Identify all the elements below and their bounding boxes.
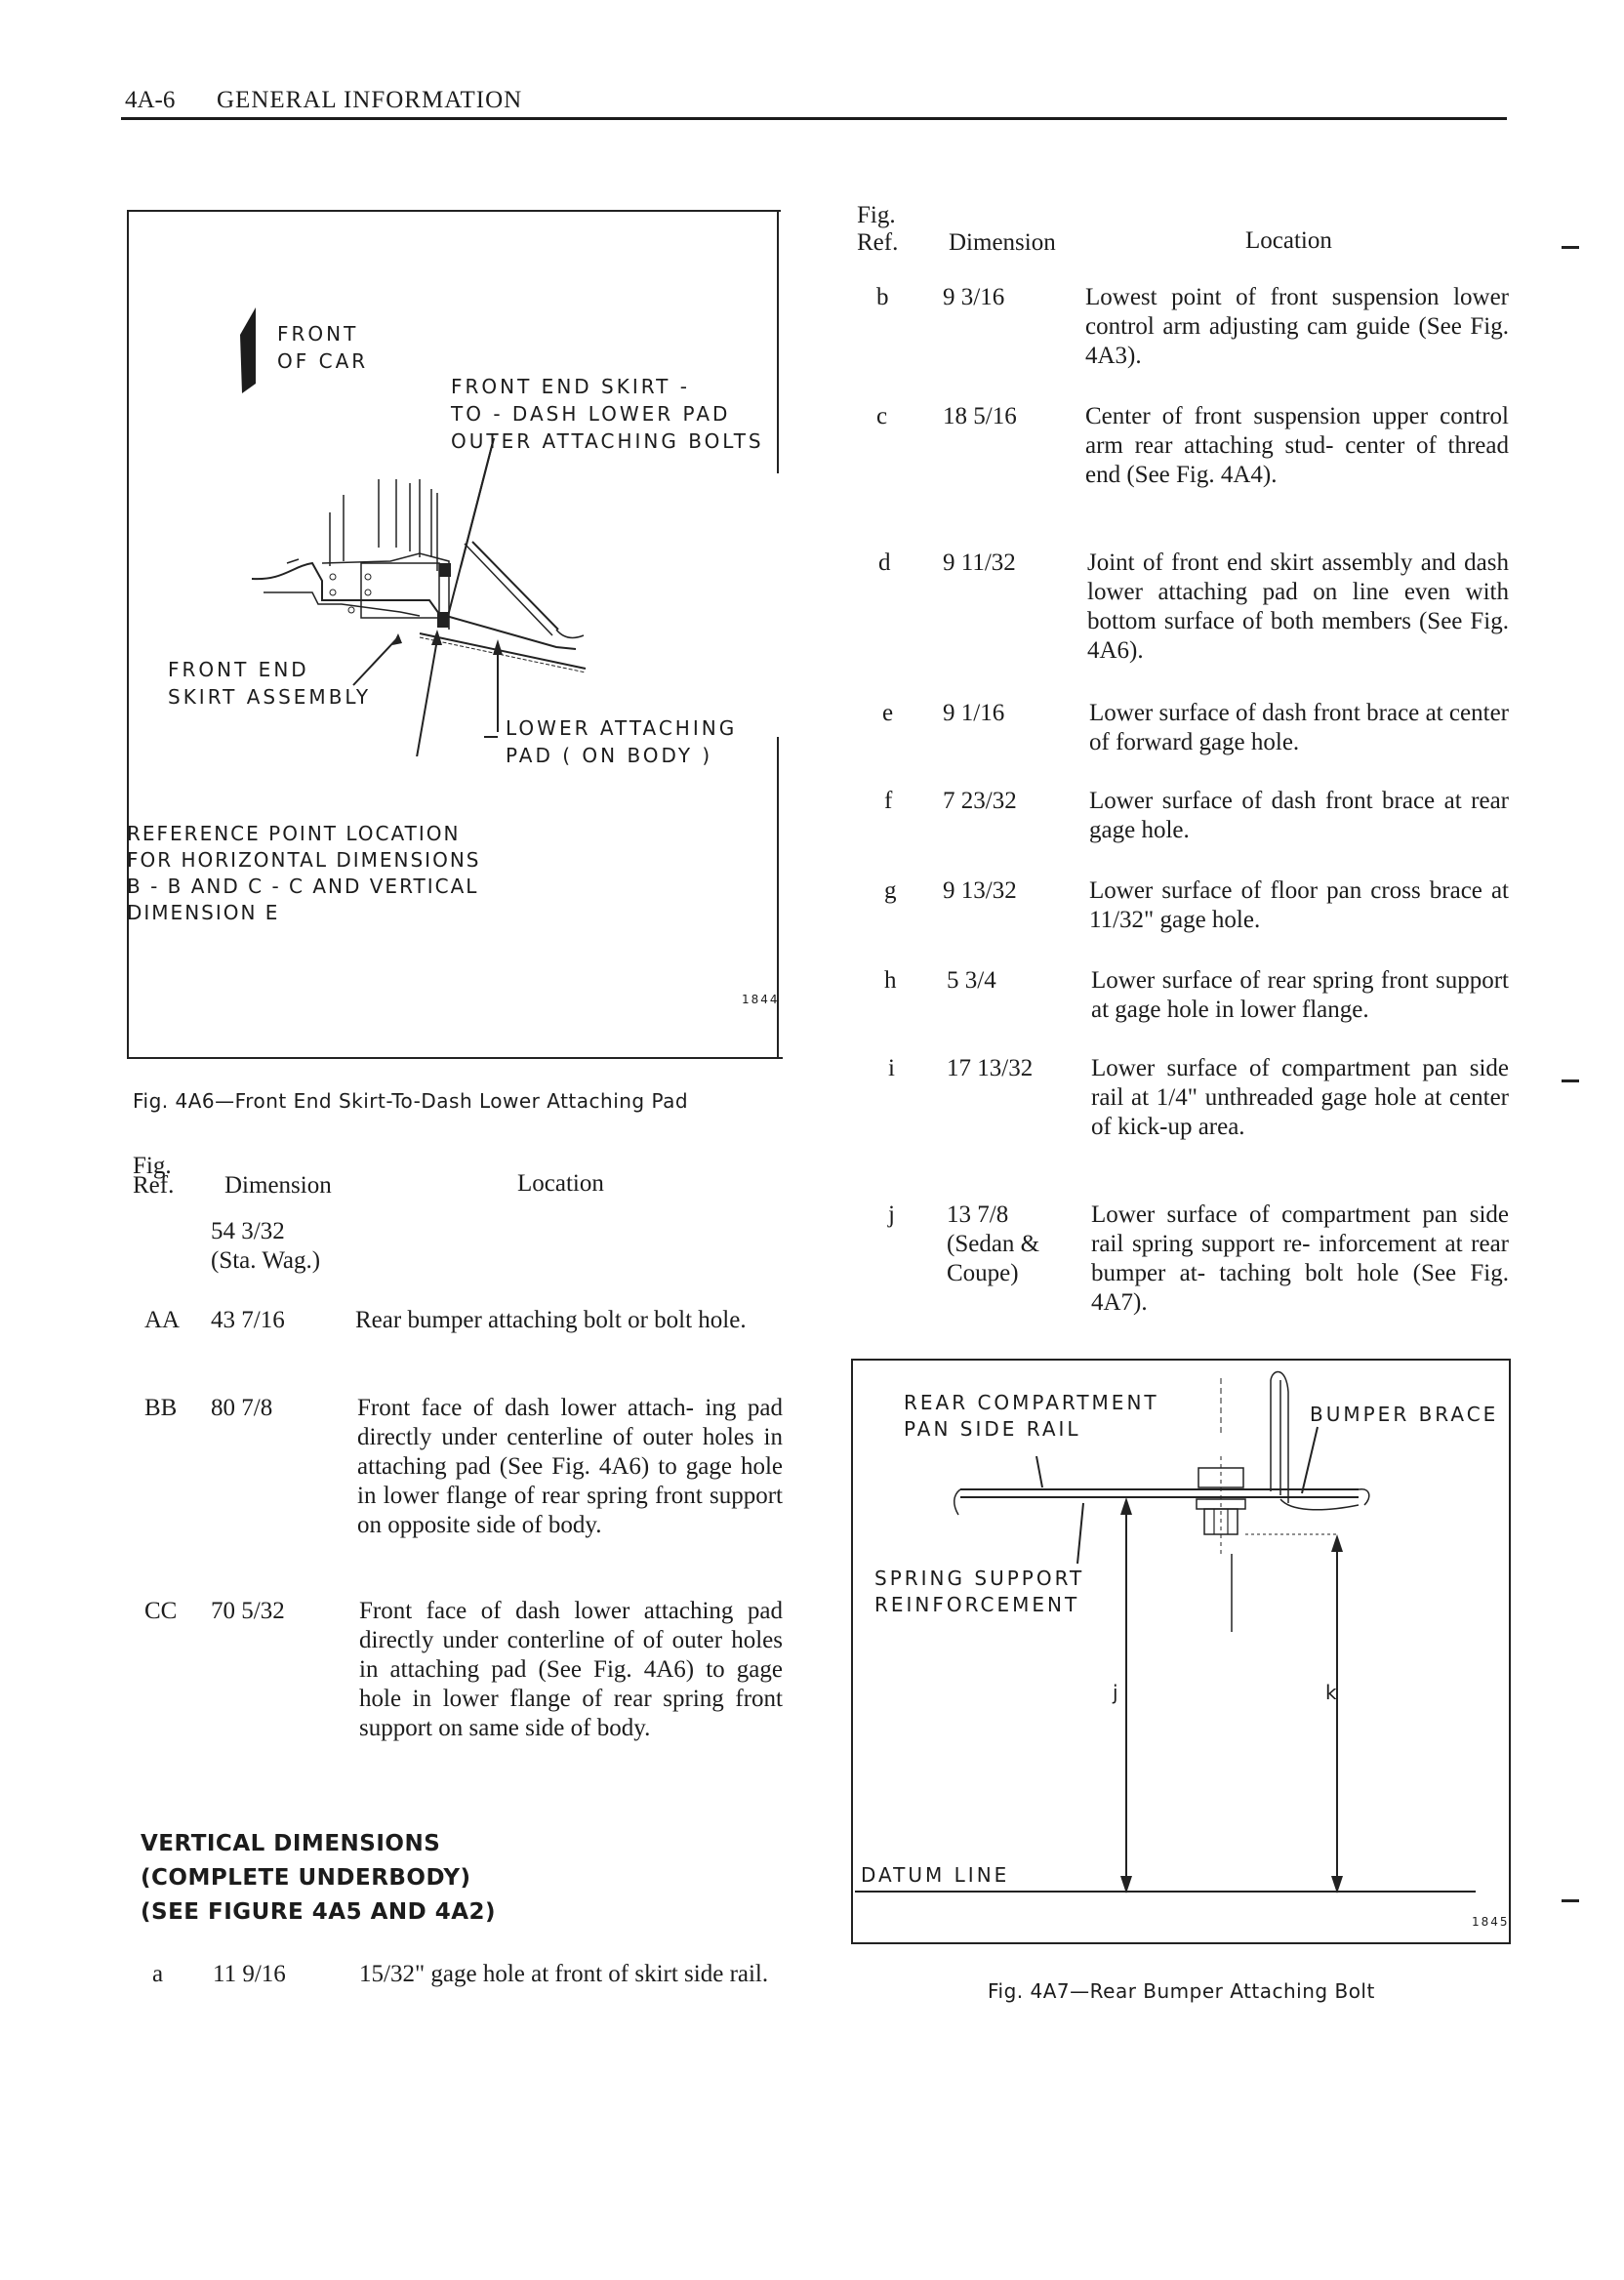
figure-4a6 [127, 210, 791, 1064]
row-location: Rear bumper attaching bolt or bolt hole. [355, 1307, 747, 1333]
row-dimension: 9 13/32 [943, 877, 1017, 904]
row-ref: CC [144, 1598, 178, 1624]
row-dimension: 80 7/8 [211, 1395, 273, 1421]
row-location: Lower surface of compartment pan side rail spring support re- inforcement at rear bumper at- taching bolt hole (See Fig. 4A7). [1091, 1201, 1509, 1316]
row-ref: b [876, 284, 889, 310]
row-dimension: 70 5/32 [211, 1598, 285, 1624]
row-location: Center of front suspension upper control arm rear attaching stud- center of thread end (See Fig. 4A4). [1085, 403, 1509, 488]
row-ref: j [888, 1201, 895, 1228]
right-col-ref-1: Fig. [857, 202, 896, 228]
label-reference-1: REFERENCE POINT LOCATION [127, 822, 461, 845]
page-number: 4A-6 [125, 87, 176, 113]
right-col-dimension: Dimension [949, 229, 1056, 256]
row-dimension-note: (Sedan & [947, 1231, 1040, 1257]
left-col-ref-2: Ref. [133, 1172, 175, 1199]
label-skirt-bolts-1: FRONT END SKIRT - [451, 375, 690, 398]
intro-dimension: 54 3/32 [211, 1218, 285, 1244]
left-col-ref-1: Fig. [133, 1153, 172, 1179]
bumper-bolt-drawing [851, 1359, 1517, 1949]
label-rear-compartment-2: PAN SIDE RAIL [904, 1417, 1081, 1441]
label-spring-support-1: SPRING SUPPORT [874, 1567, 1085, 1590]
label-front-1: FRONT [277, 322, 359, 346]
row-dimension: 13 7/8 [947, 1201, 1009, 1228]
row-location: Lower surface of dash front brace at rear gage hole. [1089, 788, 1509, 843]
row-dimension-note: Coupe) [947, 1260, 1019, 1286]
label-skirt-assembly-1: FRONT END [168, 658, 309, 681]
row-ref: BB [144, 1395, 178, 1421]
label-reference-4: DIMENSION E [127, 901, 280, 924]
right-col-location: Location [1245, 227, 1332, 254]
front-arrow-icon [240, 307, 256, 393]
row-location: Joint of front end skirt assembly and dash lower attaching pad on line even with bottom surface of both members (See Fig. 4A6). [1087, 550, 1509, 664]
row-dimension: 5 3/4 [947, 967, 996, 994]
row-ref: i [888, 1055, 895, 1081]
label-datum-line: DATUM LINE [861, 1863, 1010, 1887]
row-location: Lower surface of dash front brace at center of forward gage hole. [1089, 700, 1509, 755]
row-dimension: 11 9/16 [213, 1961, 286, 1987]
header-rule [121, 117, 1507, 120]
left-col-dimension: Dimension [224, 1172, 332, 1199]
label-attaching-pad-2: PAD ( ON BODY ) [506, 744, 713, 767]
label-skirt-bolts-3: OUTER ATTACHING BOLTS [451, 429, 764, 453]
row-location: Front face of dash lower attaching pad directly under conterline of of outer holes in attaching pad (See Fig. 4A6) to gage hole in lower flange of rear spring front support on same side of body. [359, 1598, 783, 1741]
label-reference-2: FOR HORIZONTAL DIMENSIONS [127, 848, 481, 872]
margin-mark [1562, 1899, 1579, 1902]
row-dimension: 18 5/16 [943, 403, 1017, 429]
label-reference-3: B - B AND C - C AND VERTICAL [127, 875, 479, 898]
row-location: Lower surface of compartment pan side rail at 1/4" unthreaded gage hole at center of kick-up area. [1091, 1055, 1509, 1140]
figure-frame-right-lower [777, 737, 779, 1059]
label-skirt-bolts-2: TO - DASH LOWER PAD [451, 402, 731, 426]
row-dimension: 7 23/32 [943, 788, 1017, 814]
label-bumper-brace: BUMPER BRACE [1310, 1403, 1499, 1426]
row-dimension: 43 7/16 [211, 1307, 285, 1333]
row-location: Lower surface of floor pan cross brace at 11/32" gage hole. [1089, 877, 1509, 933]
figure-caption-4a6: Fig. 4A6—Front End Skirt-To-Dash Lower Attaching Pad [133, 1089, 689, 1113]
row-dimension: 9 11/32 [943, 550, 1016, 576]
row-location: 15/32" gage hole at front of skirt side rail. [359, 1961, 769, 1987]
row-location: Lower surface of rear spring front support at gage hole in lower flange. [1091, 967, 1509, 1023]
row-ref: a [152, 1961, 164, 1987]
row-ref: g [884, 877, 897, 904]
row-dimension: 9 3/16 [943, 284, 1005, 310]
margin-mark [1562, 246, 1579, 249]
label-attaching-pad-1: LOWER ATTACHING [506, 716, 738, 740]
left-col-location: Location [517, 1170, 604, 1197]
row-location: Lowest point of front suspension lower control arm adjusting cam guide (See Fig. 4A3). [1085, 284, 1509, 369]
vertical-heading-1: VERTICAL DIMENSIONS [141, 1831, 441, 1856]
right-col-ref-2: Ref. [857, 229, 899, 256]
margin-mark [1562, 1079, 1579, 1082]
vertical-heading-3: (SEE FIGURE 4A5 AND 4A2) [141, 1899, 497, 1925]
figure-number: 1844 [742, 993, 780, 1006]
figure-caption-4a7: Fig. 4A7—Rear Bumper Attaching Bolt [988, 1979, 1375, 2003]
row-ref: AA [144, 1307, 181, 1333]
label-spring-support-2: REINFORCEMENT [874, 1593, 1080, 1616]
label-skirt-assembly-2: SKIRT ASSEMBLY [168, 685, 372, 709]
label-dimension-k: k [1325, 1681, 1337, 1704]
row-ref: d [878, 550, 891, 576]
row-ref: h [884, 967, 897, 994]
label-front-2: OF CAR [277, 349, 369, 373]
vertical-heading-2: (COMPLETE UNDERBODY) [141, 1865, 471, 1891]
figure-4a7 [851, 1359, 1517, 1949]
figure-number: 1845 [1472, 1915, 1510, 1929]
section-title: GENERAL INFORMATION [217, 87, 523, 113]
intro-dimension-note: (Sta. Wag.) [211, 1247, 321, 1274]
row-dimension: 17 13/32 [947, 1055, 1034, 1081]
row-dimension: 9 1/16 [943, 700, 1005, 726]
row-ref: e [882, 700, 894, 726]
label-dimension-j: j [1113, 1681, 1118, 1704]
row-ref: c [876, 403, 888, 429]
label-rear-compartment-1: REAR COMPARTMENT [904, 1391, 1159, 1414]
row-location: Front face of dash lower attach- ing pad directly under centerline of outer holes in attaching pad (See Fig. 4A6) to gage hole in lower flange of rear spring front support on opposite side of body. [357, 1395, 783, 1538]
row-ref: f [884, 788, 893, 814]
